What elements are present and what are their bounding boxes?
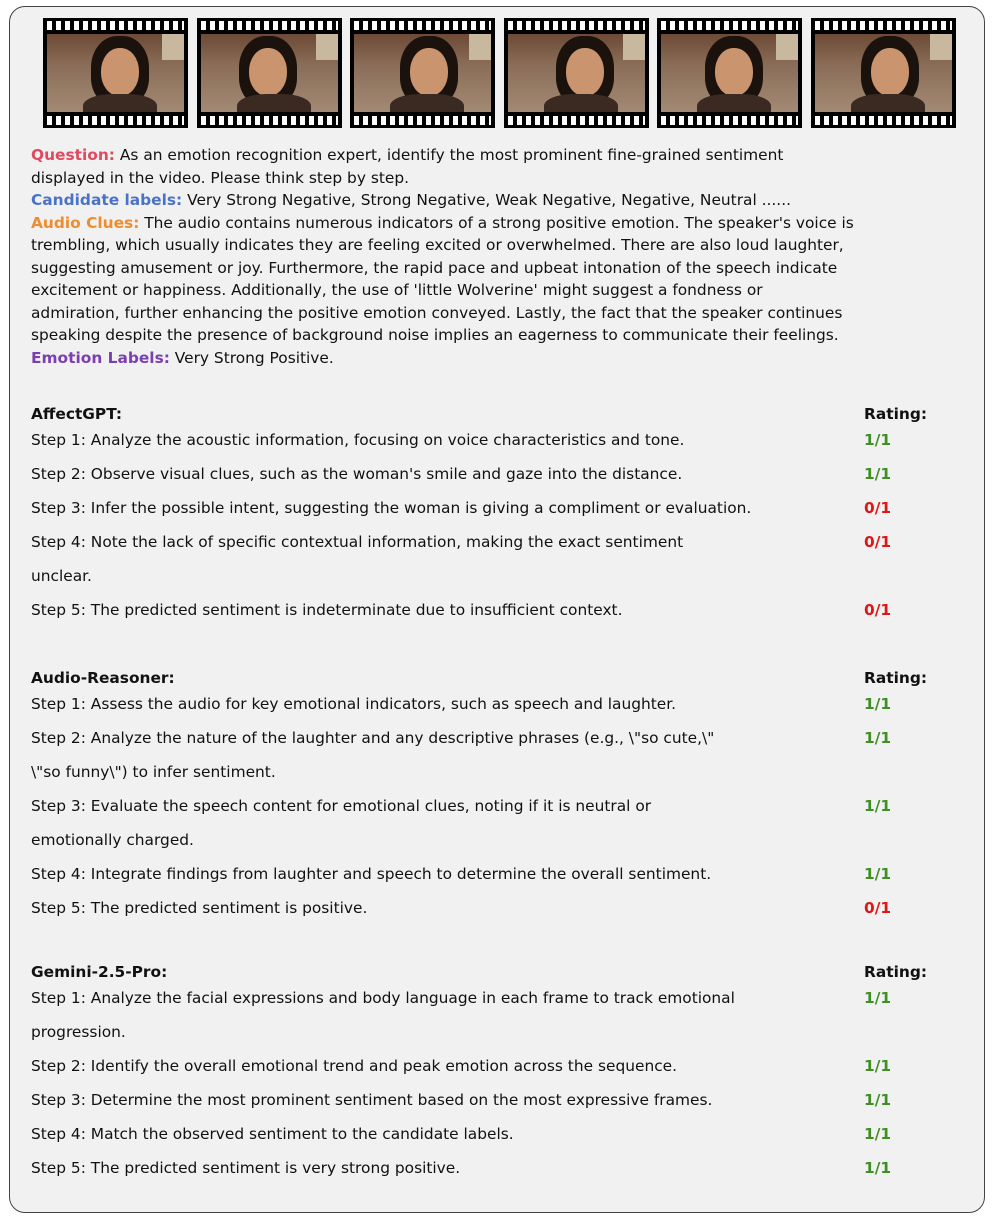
rating-header: Rating: <box>864 405 927 423</box>
audio-line-6: speaking despite the presence of background noise implies an eagerness to communicate their feelings. <box>31 326 839 344</box>
step-text: Step 2: Identify the overall emotional trend and peak emotion across the sequence. <box>31 1057 678 1075</box>
window-shape <box>623 34 645 60</box>
step-rating: 1/1 <box>864 695 892 713</box>
candidate-text: Very Strong Negative, Strong Negative, Weak Negative, Negative, Neutral ...... <box>187 191 791 209</box>
face-shape <box>101 48 139 96</box>
film-holes-top <box>201 21 338 30</box>
film-holes-bottom <box>508 116 645 125</box>
step-text: Step 4: Match the observed sentiment to the candidate labels. <box>31 1125 514 1143</box>
step-text: unclear. <box>31 567 92 585</box>
video-frame-5 <box>657 18 802 128</box>
audio-text-1: The audio contains numerous indicators of a strong positive emotion. The speaker's voice is <box>144 214 854 232</box>
gemini-heading: Gemini-2.5-Pro: <box>31 963 168 981</box>
step-rating: 1/1 <box>864 1125 892 1143</box>
step-text: Step 3: Evaluate the speech content for emotional clues, noting if it is neutral or <box>31 797 652 815</box>
window-shape <box>776 34 798 60</box>
video-frame-6 <box>811 18 956 128</box>
film-holes-bottom <box>661 116 798 125</box>
face-shape <box>715 48 753 96</box>
step-text: Step 2: Observe visual clues, such as the woman's smile and gaze into the distance. <box>31 465 683 483</box>
film-holes-bottom <box>815 116 952 125</box>
film-holes-top <box>354 21 491 30</box>
step-text: Step 4: Note the lack of specific contextual information, making the exact sentiment <box>31 533 684 551</box>
step-text: emotionally charged. <box>31 831 194 849</box>
window-shape <box>162 34 184 60</box>
face-image <box>508 34 645 112</box>
film-holes-bottom <box>354 116 491 125</box>
video-frame-2 <box>197 18 342 128</box>
film-holes-top <box>661 21 798 30</box>
step-rating: 1/1 <box>864 729 892 747</box>
step-text: Step 3: Infer the possible intent, suggesting the woman is giving a compliment or evaluation. <box>31 499 752 517</box>
step-rating: 1/1 <box>864 989 892 1007</box>
step-text: Step 1: Assess the audio for key emotional indicators, such as speech and laughter. <box>31 695 677 713</box>
rating-header: Rating: <box>864 963 927 981</box>
question-line-2: displayed in the video. Please think step by step. <box>31 169 410 187</box>
face-image <box>815 34 952 112</box>
step-text: Step 2: Analyze the nature of the laughter and any descriptive phrases (e.g., \"so cute,\" <box>31 729 715 747</box>
step-rating: 1/1 <box>864 865 892 883</box>
question-label: Question: <box>31 146 115 164</box>
emotion-label: Emotion Labels: <box>31 349 170 367</box>
step-text: Step 3: Determine the most prominent sentiment based on the most expressive frames. <box>31 1091 713 1109</box>
window-shape <box>469 34 491 60</box>
film-holes-top <box>815 21 952 30</box>
step-rating: 1/1 <box>864 1091 892 1109</box>
rating-header: Rating: <box>864 669 927 687</box>
step-text: Step 5: The predicted sentiment is positive. <box>31 899 368 917</box>
window-shape <box>316 34 338 60</box>
body-shape <box>697 94 771 112</box>
emotion-text: Very Strong Positive. <box>174 349 334 367</box>
step-rating: 0/1 <box>864 601 892 619</box>
video-frame-1 <box>43 18 188 128</box>
question-line-1 <box>31 144 783 167</box>
candidate-label: Candidate labels: <box>31 191 183 209</box>
audio-line-5: admiration, further enhancing the positive emotion conveyed. Lastly, the fact that the speaker continues <box>31 304 843 322</box>
face-shape <box>566 48 604 96</box>
film-holes-top <box>508 21 645 30</box>
step-text: Step 1: Analyze the acoustic information, focusing on voice characteristics and tone. <box>31 431 685 449</box>
body-shape <box>83 94 157 112</box>
step-rating: 1/1 <box>864 465 892 483</box>
body-shape <box>544 94 618 112</box>
step-text: Step 5: The predicted sentiment is indeterminate due to insufficient context. <box>31 601 623 619</box>
video-frame-4 <box>504 18 649 128</box>
face-shape <box>871 48 909 96</box>
step-rating: 0/1 <box>864 899 892 917</box>
audio-label: Audio Clues: <box>31 214 140 232</box>
face-image <box>201 34 338 112</box>
body-shape <box>237 94 311 112</box>
audio-line-2: trembling, which usually indicates they are feeling excited or overwhelmed. There are also loud laughter, <box>31 236 844 254</box>
emotion-line <box>31 347 334 370</box>
step-rating: 0/1 <box>864 499 892 517</box>
face-shape <box>249 48 287 96</box>
step-rating: 1/1 <box>864 797 892 815</box>
film-holes-top <box>47 21 184 30</box>
step-rating: 1/1 <box>864 1057 892 1075</box>
audio-line-1 <box>31 212 854 235</box>
step-text: Step 1: Analyze the facial expressions and body language in each frame to track emotional <box>31 989 735 1007</box>
question-text-1: As an emotion recognition expert, identify the most prominent fine-grained sentiment <box>119 146 784 164</box>
video-frame-strip <box>43 18 955 128</box>
step-text: \"so funny\") to infer sentiment. <box>31 763 276 781</box>
step-text: progression. <box>31 1023 126 1041</box>
window-shape <box>930 34 952 60</box>
face-image <box>47 34 184 112</box>
video-frame-3 <box>350 18 495 128</box>
step-rating: 1/1 <box>864 1159 892 1177</box>
face-image <box>661 34 798 112</box>
candidate-line <box>31 189 791 212</box>
step-rating: 0/1 <box>864 533 892 551</box>
affectgpt-heading: AffectGPT: <box>31 405 123 423</box>
face-image <box>354 34 491 112</box>
face-shape <box>410 48 448 96</box>
film-holes-bottom <box>201 116 338 125</box>
step-text: Step 5: The predicted sentiment is very strong positive. <box>31 1159 461 1177</box>
audio-reasoner-heading: Audio-Reasoner: <box>31 669 175 687</box>
audio-line-3: suggesting amusement or joy. Furthermore, the rapid pace and upbeat intonation of the speech indicate <box>31 259 838 277</box>
film-holes-bottom <box>47 116 184 125</box>
body-shape <box>390 94 464 112</box>
step-text: Step 4: Integrate findings from laughter and speech to determine the overall sentiment. <box>31 865 712 883</box>
body-shape <box>851 94 925 112</box>
audio-line-4: excitement or happiness. Additionally, the use of 'little Wolverine' might suggest a fondness or <box>31 281 763 299</box>
step-rating: 1/1 <box>864 431 892 449</box>
